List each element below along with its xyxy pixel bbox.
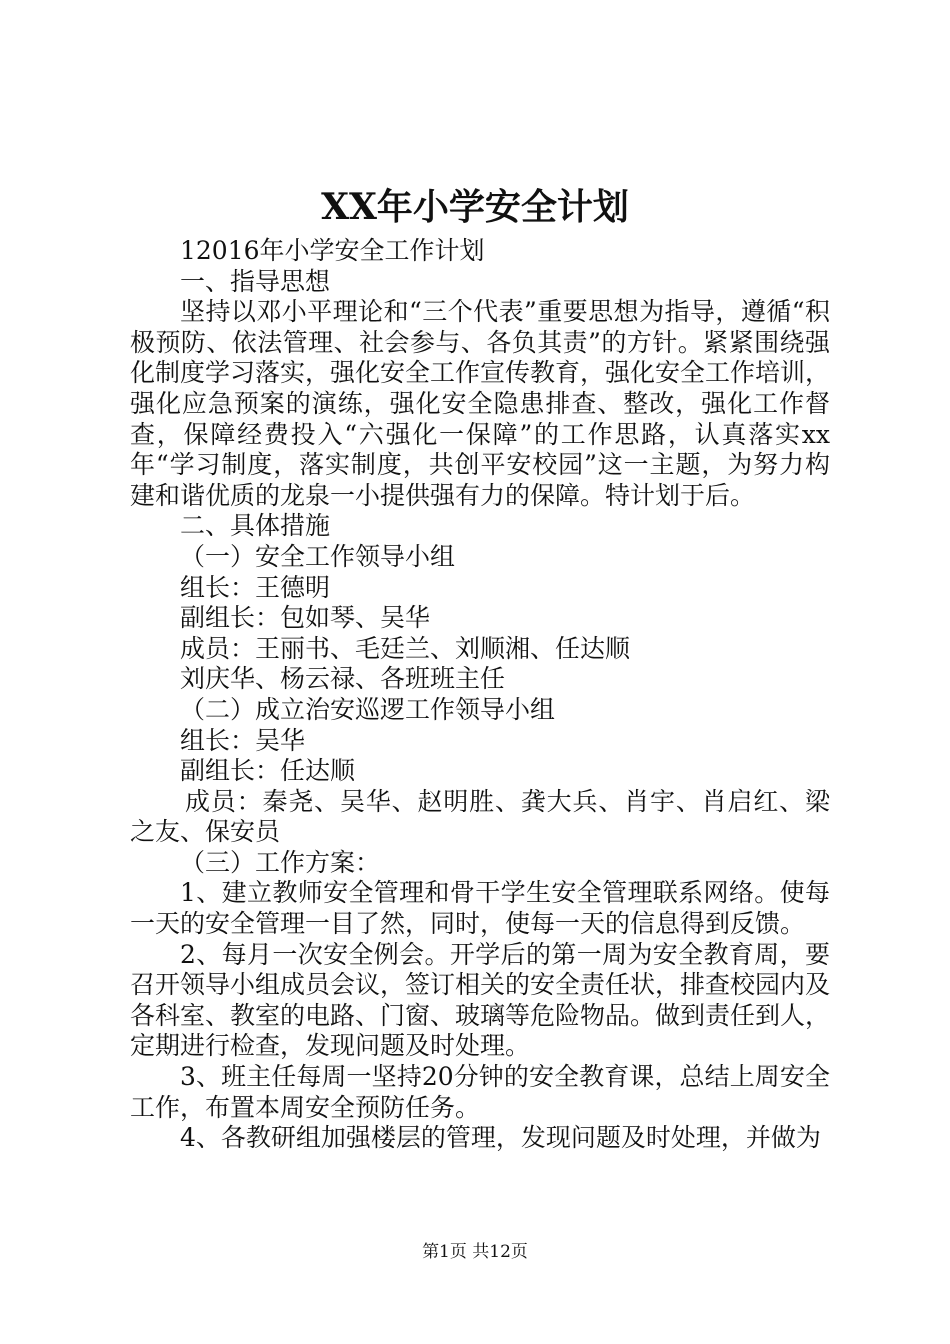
paragraph-item-1: 1、建立教师安全管理和骨干学生安全管理联系网络。使每一天的安全管理一目了然，同时，使每一天的信息得到反馈。 xyxy=(130,878,830,939)
document-title: XX年小学安全计划 xyxy=(321,186,629,228)
paragraph-patrol-members: 成员：秦尧、吴华、赵明胜、龚大兵、肖宇、肖启红、梁之友、保安员 xyxy=(130,786,830,847)
paragraph-heading-plan: 12016年小学安全工作计划 xyxy=(180,236,485,265)
document-body xyxy=(130,236,830,1154)
page-footer: 第1页 共12页 xyxy=(422,1242,528,1262)
paragraph-patrol-leader: 组长：吴华 xyxy=(180,725,306,755)
paragraph-group-leader: 组长：王德明 xyxy=(180,572,331,602)
paragraph-item-3: 3、班主任每周一坚持20分钟的安全教育课，总结上周安全工作，布置本周安全预防任务。 xyxy=(130,1062,830,1122)
paragraph-subsection-work-plan: （三）工作方案： xyxy=(180,847,381,877)
paragraph-item-2: 2、每月一次安全例会。开学后的第一周为安全教育周，要召开领导小组成员会议，签订相关的安全责任状，排查校园内及各科室、教室的电路、门窗、玻璃等危险物品。做到责任到人，定期进行检查，发现问题及时处理。 xyxy=(130,939,831,1061)
paragraph-members-continued: 刘庆华、杨云禄、各班班主任 xyxy=(180,664,506,694)
paragraph-subsection-leadership-group: （一）安全工作领导小组 xyxy=(180,541,456,571)
paragraph-section-measures: 二、具体措施 xyxy=(180,511,331,541)
paragraph-deputy-leader: 副组长：包如琴、吴华 xyxy=(180,603,431,633)
paragraph-patrol-deputy: 副组长：任达顺 xyxy=(180,756,356,786)
paragraph-item-4: 4、各教研组加强楼层的管理，发现问题及时处理，并做为 xyxy=(180,1123,821,1153)
paragraph-section-guiding-thought: 一、指导思想 xyxy=(180,266,331,296)
paragraph-subsection-patrol-group: （二）成立治安巡逻工作领导小组 xyxy=(180,694,556,724)
paragraph-guiding-thought: 坚持以邓小平理论和“三个代表”重要思想为指导，遵循“积极预防、依法管理、社会参与、各负其责”的方针。紧紧围绕强化制度学习落实，强化安全工作宣传教育，强化安全工作培训，强化应急预案的演练，强化安全隐患排查、整改，强化工作督查，保障经费投入“六强化一保障”的工作思路，认真落实xx年“学习制度，落实制度，共创平安校园”这一主题，为努力构建和谐优质的龙泉一小提供强有力的保障。特计划于后。 xyxy=(130,297,831,510)
paragraph-members: 成员：王丽书、毛廷兰、刘顺湘、任达顺 xyxy=(180,633,631,663)
